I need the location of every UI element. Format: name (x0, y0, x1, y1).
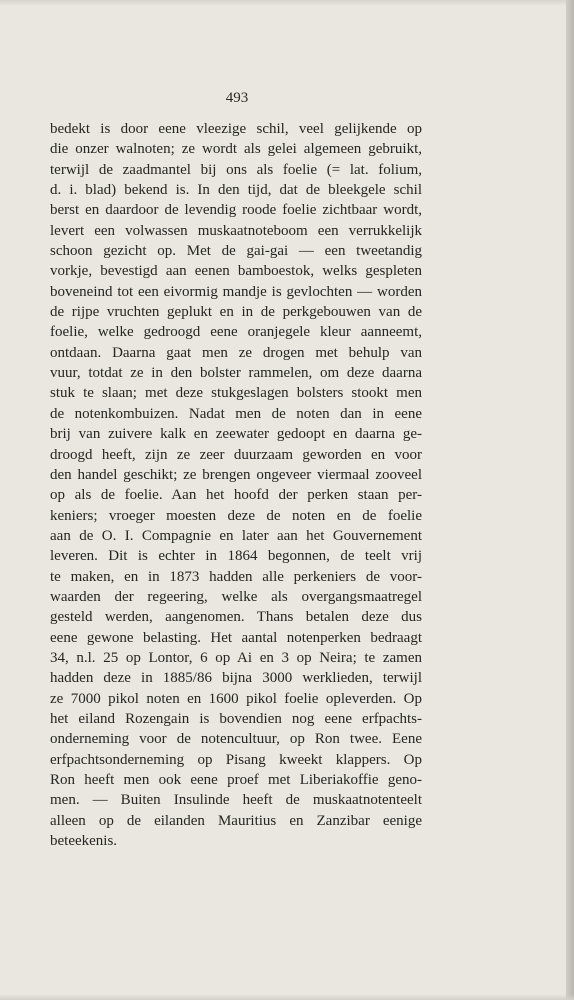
body-text (50, 119, 422, 851)
text-line: berst en daardoor de levendig roode foelie zichtbaar wordt, (50, 202, 422, 219)
text-line: te maken, en in 1873 hadden alle perkeniers de voor- (50, 568, 422, 585)
text-line: die onzer walnoten; ze wordt als gelei algemeen gebruikt, (50, 141, 422, 158)
page-right-edge (566, 0, 574, 1000)
text-line: Ron heeft men ook eene proef met Liberiakoffie geno- (50, 772, 422, 788)
text-line: ontdaan. Daarna gaat men ze drogen met behulp van (50, 344, 422, 361)
page-top-shadow (0, 0, 566, 6)
text-line: den handel geschikt; ze brengen ongeveer viermaal zooveel (50, 466, 422, 483)
text-line: men. — Buiten Insulinde heeft de muskaatnotenteelt (50, 792, 422, 809)
text-line: stuk te slaan; met deze stukgeslagen bolsters stookt men (50, 385, 422, 402)
text-line: schoon gezicht op. Met de gai-gai — een tweetandig (50, 243, 422, 260)
text-line: de rijpe vruchten geplukt en in de perkgebouwen van de (50, 304, 422, 321)
text-line: onderneming voor de notencultuur, op Ron twee. Eene (50, 731, 422, 748)
text-line: vorkje, bevestigd aan eenen bamboestok, welks gespleten (50, 263, 422, 280)
text-line: brij van zuivere kalk en zeewater gedoopt en daarna ge- (50, 426, 422, 443)
text-line: waarden der regeering, welke als overgangsmaatregel (50, 588, 422, 605)
text-line: het eiland Rozengain is bovendien nog eene erfpachts- (50, 710, 422, 727)
page-number: 493 (225, 90, 249, 106)
text-line: levert een volwassen muskaatnoteboom een verrukkelijk (50, 222, 422, 239)
text-line: d. i. blad) bekend is. In den tijd, dat de bleekgele schil (50, 182, 422, 199)
text-line: erfpachtsonderneming op Pisang kweekt klappers. Op (50, 751, 422, 768)
text-line: alleen op de eilanden Mauritius en Zanzibar eenige (50, 812, 422, 829)
text-line: bedekt is door eene vleezige schil, veel gelijkende op (50, 121, 422, 137)
text-line: beteekenis. (50, 833, 118, 850)
text-line: vuur, totdat ze in den bolster rammelen, om deze daarna (50, 365, 422, 382)
text-line: aan de O. I. Compagnie en later aan het Gouvernement (50, 527, 422, 544)
text-line: op als de foelie. Aan het hoofd der perken staan per- (50, 487, 422, 504)
text-line: keniers; vroeger moesten deze de noten en de foelie (50, 507, 422, 524)
text-line: ze 7000 pikol noten en 1600 pikol foelie opleverden. Op (50, 690, 422, 707)
text-line: hadden deze in 1885/86 bijna 3000 werklieden, terwijl (50, 670, 422, 687)
text-line: eene gewone belasting. Het aantal notenperken bedraagt (50, 629, 422, 646)
text-line: terwijl de zaadmantel bij ons als foelie (= lat. folium, (50, 161, 422, 178)
text-line: boveneind tot een eivormig mandje is gevlochten — worden (50, 283, 422, 300)
text-line: gesteld werden, aangenomen. Thans betalen deze dus (50, 609, 422, 626)
page-bottom-edge (0, 994, 574, 1000)
text-line: 34, n.l. 25 op Lontor, 6 op Ai en 3 op Neira; te zamen (50, 649, 422, 666)
text-line: foelie, welke gedroogd eene oranjegele kleur aanneemt, (50, 324, 422, 341)
text-line: leveren. Dit is echter in 1864 begonnen, de teelt vrij (50, 548, 422, 565)
text-line: de notenkombuizen. Nadat men de noten dan in eene (50, 405, 422, 422)
text-line: droogd heeft, zijn ze zeer duurzaam geworden en voor (50, 446, 422, 463)
